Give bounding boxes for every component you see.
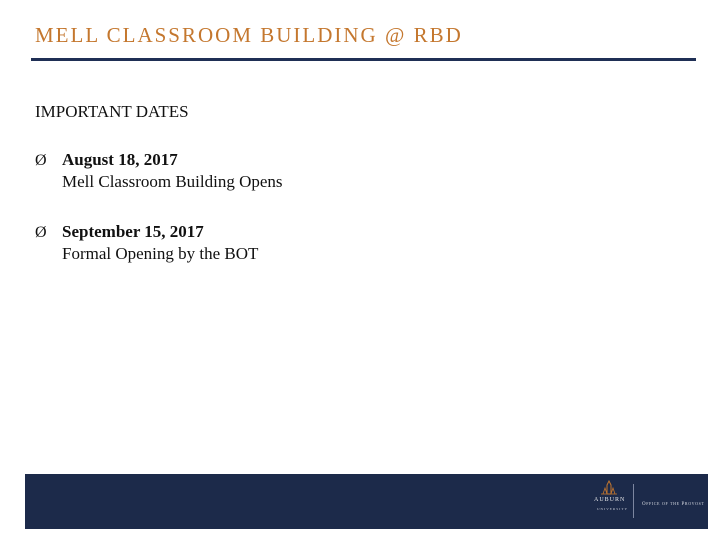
university-logo — [570, 480, 705, 522]
arrow-bullet-icon: Ø — [35, 152, 47, 169]
date-label: September 15, 2017 — [62, 222, 204, 241]
list-item — [35, 150, 283, 192]
tower-icon — [595, 480, 623, 496]
footer-bar — [25, 474, 708, 529]
arrow-bullet-icon: Ø — [35, 224, 47, 241]
date-label: August 18, 2017 — [62, 150, 178, 169]
list-item — [35, 222, 258, 264]
logo-divider — [633, 484, 634, 518]
date-description: Mell Classroom Building Opens — [62, 172, 283, 191]
logo-wordmark: AUBURN — [594, 497, 626, 503]
slide-title: MELL CLASSROOM BUILDING @ RBD — [35, 23, 463, 47]
title-underline — [31, 58, 696, 61]
office-label: Office of the Provost — [642, 502, 705, 507]
date-description: Formal Opening by the BOT — [62, 244, 259, 263]
logo-subtext: UNIVERSITY — [597, 507, 628, 511]
section-heading: IMPORTANT DATES — [35, 102, 189, 121]
